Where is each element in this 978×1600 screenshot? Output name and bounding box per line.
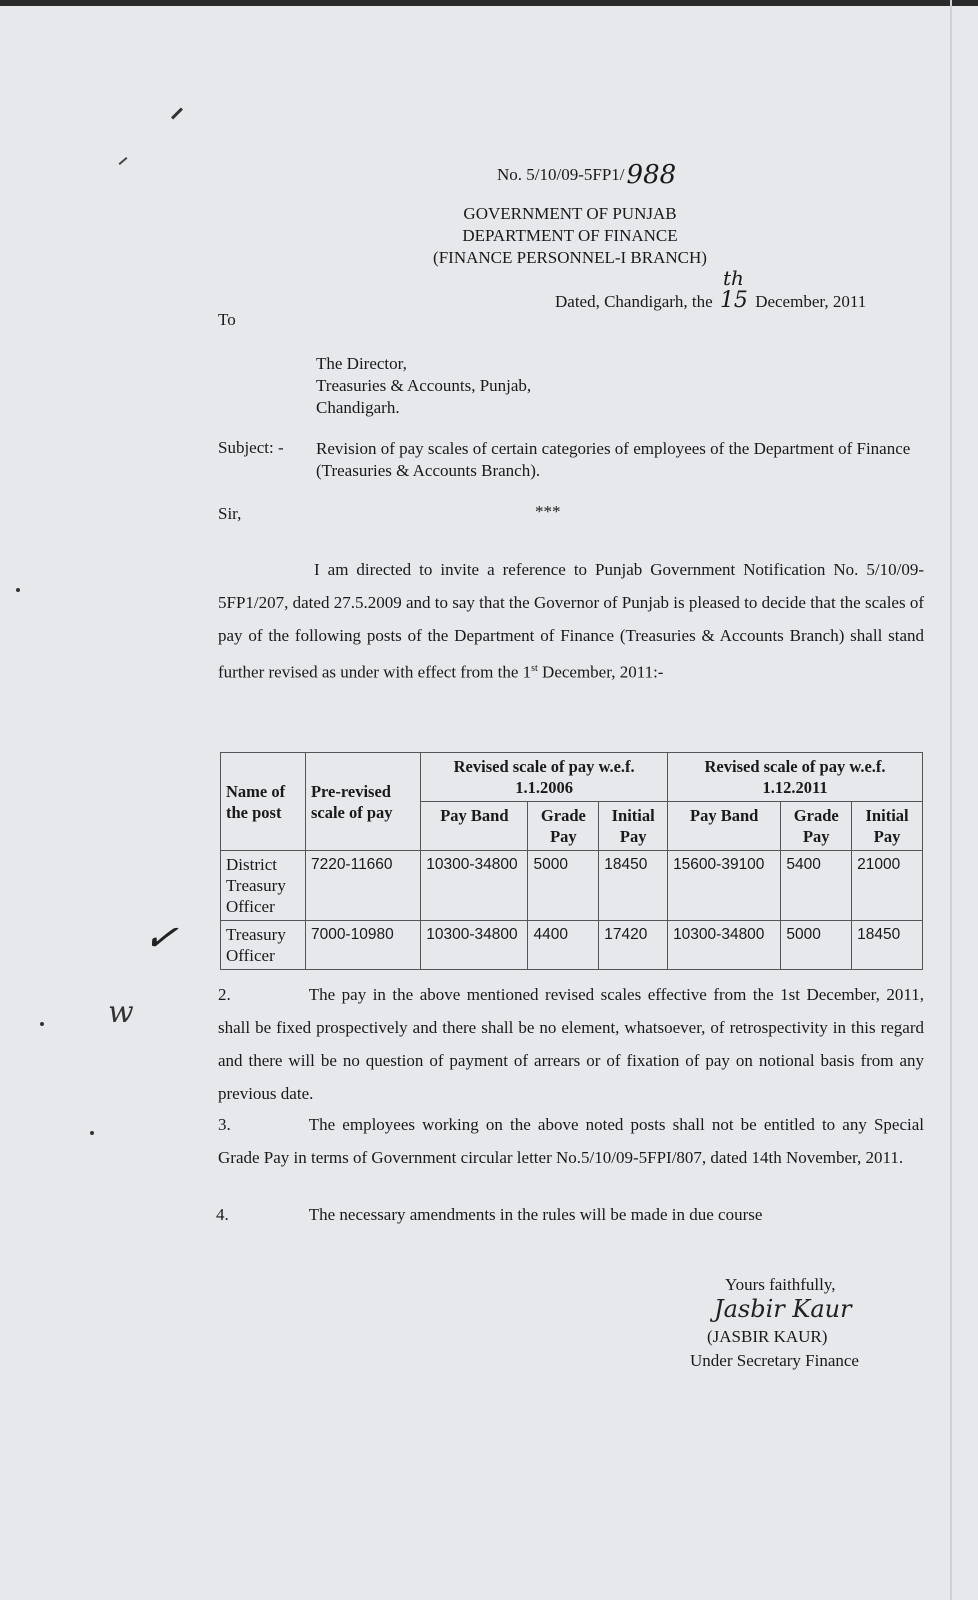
staple-mark <box>171 107 183 119</box>
handwritten-initial: w <box>108 995 134 1030</box>
column-header-name: Name of the post <box>221 753 306 851</box>
address-line: The Director, <box>316 354 407 373</box>
column-header-prerevised: Pre-revised scale of pay <box>305 753 420 851</box>
column-group-2006: Revised scale of pay w.e.f. 1.1.2006 <box>421 753 668 802</box>
cell-prerevised: 7000-10980 <box>305 921 420 970</box>
reference-number <box>497 160 676 190</box>
paragraph-3 <box>218 1108 924 1174</box>
cell-initial-pay-2011: 18450 <box>852 921 923 970</box>
paragraph-2 <box>218 978 924 1110</box>
subject-text: Revision of pay scales of certain categories of employees of the Department of Finance (Treasuries & Accounts Branch). <box>316 439 911 480</box>
signatory-name: (JASBIR KAUR) <box>707 1327 828 1346</box>
top-scan-border <box>0 0 978 6</box>
paragraph-2-number: 2. <box>218 985 231 1004</box>
column-group-2011: Revised scale of pay w.e.f. 1.12.2011 <box>668 753 923 802</box>
cell-prerevised: 7220-11660 <box>305 851 420 921</box>
signatory-designation: Under Secretary Finance <box>690 1351 859 1370</box>
table-header-row <box>221 753 923 802</box>
paragraph-3-number: 3. <box>218 1115 231 1134</box>
salutation: Sir, <box>218 504 242 523</box>
paragraph-4-text: The necessary amendments in the rules will be made in due course <box>308 1205 763 1224</box>
right-scan-edge <box>950 0 952 1600</box>
letterhead-line: DEPARTMENT OF FINANCE <box>462 226 678 245</box>
separator-stars: *** <box>535 502 561 521</box>
punch-dot <box>40 1022 44 1026</box>
table-row <box>221 921 923 970</box>
cell-initial-pay-2006: 17420 <box>599 921 668 970</box>
subject-label: Subject: - <box>218 438 284 457</box>
date-line <box>555 266 867 313</box>
paragraph-1-superscript: st <box>531 663 538 674</box>
paragraph-1-text: I am directed to invite a reference to Punjab Government Notification No. 5/10/09-5FP1/207, dated 27.5.2009 and to say that the Governor of Punjab is pleased to decide that the scales of pay of the following posts of the Department of Finance (Treasuries & Accounts Branch) shall stand further revised as under with effect from the 1 <box>218 560 924 682</box>
paragraph-1-tail: December, 2011:- <box>537 662 664 682</box>
cell-initial-pay-2006: 18450 <box>599 851 668 921</box>
closing: Yours faithfully, <box>725 1275 836 1294</box>
cell-grade-pay-2011: 5400 <box>781 851 852 921</box>
table-row <box>221 851 923 921</box>
date-day <box>717 266 751 313</box>
cell-pay-band-2011: 15600-39100 <box>668 851 781 921</box>
address-line: Treasuries & Accounts, Punjab, <box>316 376 532 395</box>
cell-pay-band-2006: 10300-34800 <box>421 921 528 970</box>
pay-scale-table <box>220 752 923 970</box>
address-line: Chandigarh. <box>316 398 400 417</box>
subheader-initial-pay: Initial Pay <box>599 802 668 851</box>
staple-mark <box>119 157 128 165</box>
paragraph-4 <box>216 1205 922 1225</box>
cell-post: Treasury Officer <box>221 921 306 970</box>
punch-dot <box>16 588 20 592</box>
subheader-grade-pay: Grade Pay <box>781 802 852 851</box>
date-suffix: December, 2011 <box>755 292 867 311</box>
subheader-pay-band: Pay Band <box>421 802 528 851</box>
paragraph-2-text: The pay in the above mentioned revised scales effective from the 1st December, 2011, shall be fixed prospectively and there shall be no element, whatsoever, of retrospectivity in this regard and there will be no question of payment of arrears or of fixation of pay on notional basis from any previous date. <box>218 985 924 1103</box>
paragraph-4-number: 4. <box>216 1205 229 1224</box>
subheader-grade-pay: Grade Pay <box>528 802 599 851</box>
date-prefix: Dated, Chandigarh, the <box>555 292 713 311</box>
reference-number-text: No. 5/10/09-5FP1/ <box>497 165 625 184</box>
punch-dot <box>90 1131 94 1135</box>
cell-grade-pay-2006: 5000 <box>528 851 599 921</box>
cell-pay-band-2011: 10300-34800 <box>668 921 781 970</box>
date-day-suffix: th <box>722 266 744 290</box>
reference-number-handwritten: 988 <box>626 160 677 190</box>
letterhead-line: GOVERNMENT OF PUNJAB <box>463 204 677 223</box>
paragraph-1 <box>218 553 924 689</box>
subheader-pay-band: Pay Band <box>668 802 781 851</box>
cell-pay-band-2006: 10300-34800 <box>421 851 528 921</box>
paragraph-3-text: The employees working on the above noted posts shall not be entitled to any Special Grade Pay in terms of Government circular letter No.5/10/09-5FPI/807, dated 14th November, 2011. <box>218 1115 924 1167</box>
handwritten-signature: Jasbir Kaur <box>714 1295 852 1323</box>
cell-initial-pay-2011: 21000 <box>852 851 923 921</box>
cell-grade-pay-2006: 4400 <box>528 921 599 970</box>
cell-post: District Treasury Officer <box>221 851 306 921</box>
letterhead <box>400 203 740 269</box>
to-label: To <box>218 310 236 329</box>
letterhead-line: (FINANCE PERSONNEL-I BRANCH) <box>433 248 707 267</box>
tick-mark: ✓ <box>140 912 181 964</box>
cell-grade-pay-2011: 5000 <box>781 921 852 970</box>
addressee <box>316 353 531 419</box>
subheader-initial-pay: Initial Pay <box>852 802 923 851</box>
date-day-number: 15 <box>719 288 748 313</box>
